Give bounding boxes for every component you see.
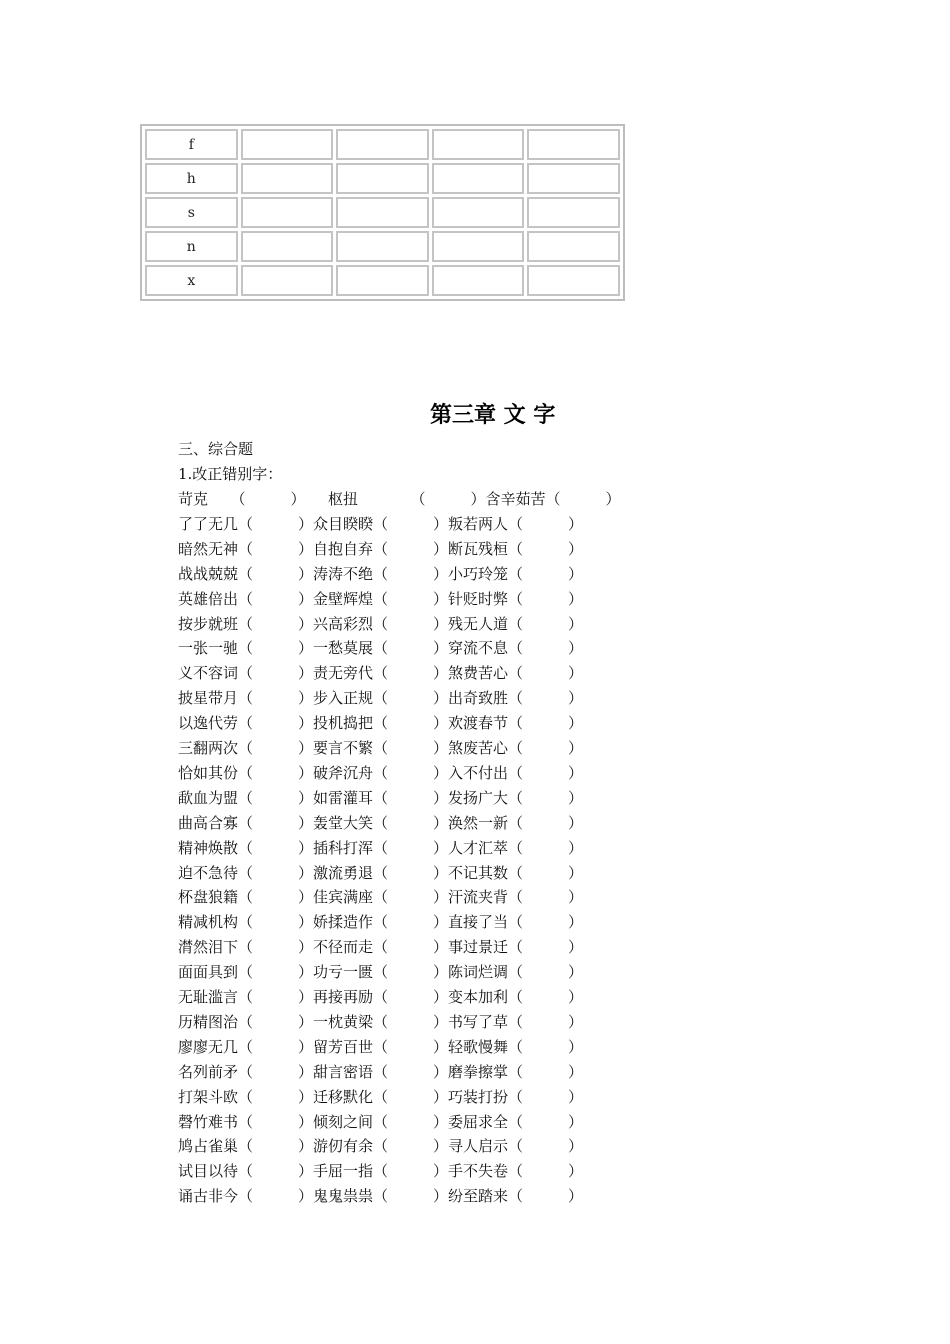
exercise-line: 曲高合寡（ ）轰堂大笑（ ）涣然一新（ ） [178,813,584,832]
exercise-line: 廖廖无几（ ）留芳百世（ ）轻歌慢舞（ ） [178,1037,584,1056]
exercise-line: 暗然无神（ ）自抱自弃（ ）断瓦残桓（ ） [178,539,584,558]
blank-cell [527,197,620,228]
exercise-line: 义不容词（ ）责无旁代（ ）煞费苦心（ ） [178,664,584,683]
table-row [145,197,620,228]
exercise-line: 歃血为盟（ ）如雷灌耳（ ）发扬广大（ ） [178,788,584,807]
blank-cell [432,265,525,296]
row-label-cell: s [145,197,238,228]
exercise-line: 打架斗欧（ ）迁移默化（ ）巧装打扮（ ） [178,1087,584,1106]
exercise-line: 鸠占雀巢（ ）游仞有余（ ）寻人启示（ ） [178,1137,584,1156]
table-row [145,129,620,160]
exercise-line: 诵古非今（ ）鬼鬼祟祟（ ）纷至踏来（ ） [178,1187,584,1206]
exercise-line: 无耻滥言（ ）再接再励（ ）变本加利（ ） [178,988,584,1006]
blank-cell [336,163,429,194]
exercise-line: 面面具到（ ）功亏一匮（ ）陈词烂调（ ） [178,963,584,982]
blank-cell [241,129,334,160]
blank-cell [241,231,334,262]
exercise-line: 精神焕散（ ）插科打浑（ ）人才汇萃（ ） [178,838,584,857]
exercise-line: 战战兢兢（ ）涛涛不绝（ ）小巧玲笼（ ） [178,564,584,583]
chapter-title: 第三章 文 字 [430,403,556,428]
blank-cell [241,163,334,194]
row-label-cell: x [145,265,238,296]
table-row [145,265,620,296]
blank-cell [432,129,525,160]
blank-cell [336,265,429,296]
exercise-line: 按步就班（ ）兴高彩烈（ ）残无人道（ ） [178,614,584,633]
blank-cell [527,231,620,262]
exercise-line: 苛克 （ ） 枢扭 （ ）含辛茹苦（ ） [178,490,621,508]
exercise-line: 了了无几（ ）众目睽睽（ ）叛若两人（ ） [178,514,584,533]
table-row [145,231,620,262]
section-heading: 三、综合题 [178,440,254,458]
blank-cell [241,265,334,296]
blank-cell [241,197,334,228]
blank-cell [336,129,429,160]
row-label-cell: n [145,231,238,262]
blank-cell [432,197,525,228]
consonant-table [140,124,625,301]
exercise-line: 杯盘狼籍（ ）佳宾满座（ ）汗流夹背（ ） [178,888,584,907]
blank-cell [527,163,620,194]
exercise-line: 精减机构（ ）娇揉造作（ ）直接了当（ ） [178,913,584,932]
exercise-line: 一张一驰（ ）一愁莫展（ ）穿流不息（ ） [178,639,584,658]
blank-cell [336,231,429,262]
exercise-line: 恰如其份（ ）破斧沉舟（ ）入不付出（ ） [178,763,584,782]
exercise-line: 历精图治（ ）一枕黄梁（ ）书写了草（ ） [178,1012,584,1031]
exercise-line: 以逸代劳（ ）投机捣把（ ）欢渡春节（ ） [178,714,584,733]
blank-cell [432,163,525,194]
exercise-line: 披星带月（ ）步入正规（ ）出奇致胜（ ） [178,689,584,708]
exercise-line: 三翻两次（ ）要言不繁（ ）煞废苦心（ ） [178,739,584,757]
blank-cell [527,129,620,160]
exercise-line: 磬竹难书（ ）倾刻之间（ ）委屈求全（ ） [178,1112,584,1131]
exercise-line: 潸然泪下（ ）不径而走（ ）事过景迁（ ） [178,938,584,957]
row-label-cell: f [145,129,238,160]
exercise-line: 英雄倍出（ ）金壁辉煌（ ）针贬时弊（ ） [178,589,584,608]
exercise-line: 名列前矛（ ）甜言密语（ ）磨拳擦掌（ ） [178,1062,584,1081]
table-row [145,163,620,194]
row-label-cell: h [145,163,238,194]
exercise-line: 迫不急待（ ）激流勇退（ ）不记其数（ ） [178,863,584,882]
blank-cell [527,265,620,296]
blank-cell [432,231,525,262]
question-label: 1.改正错别字： [178,465,283,483]
exercise-line: 试目以待（ ）手屈一指（ ）手不失卷（ ） [178,1162,584,1181]
blank-cell [336,197,429,228]
